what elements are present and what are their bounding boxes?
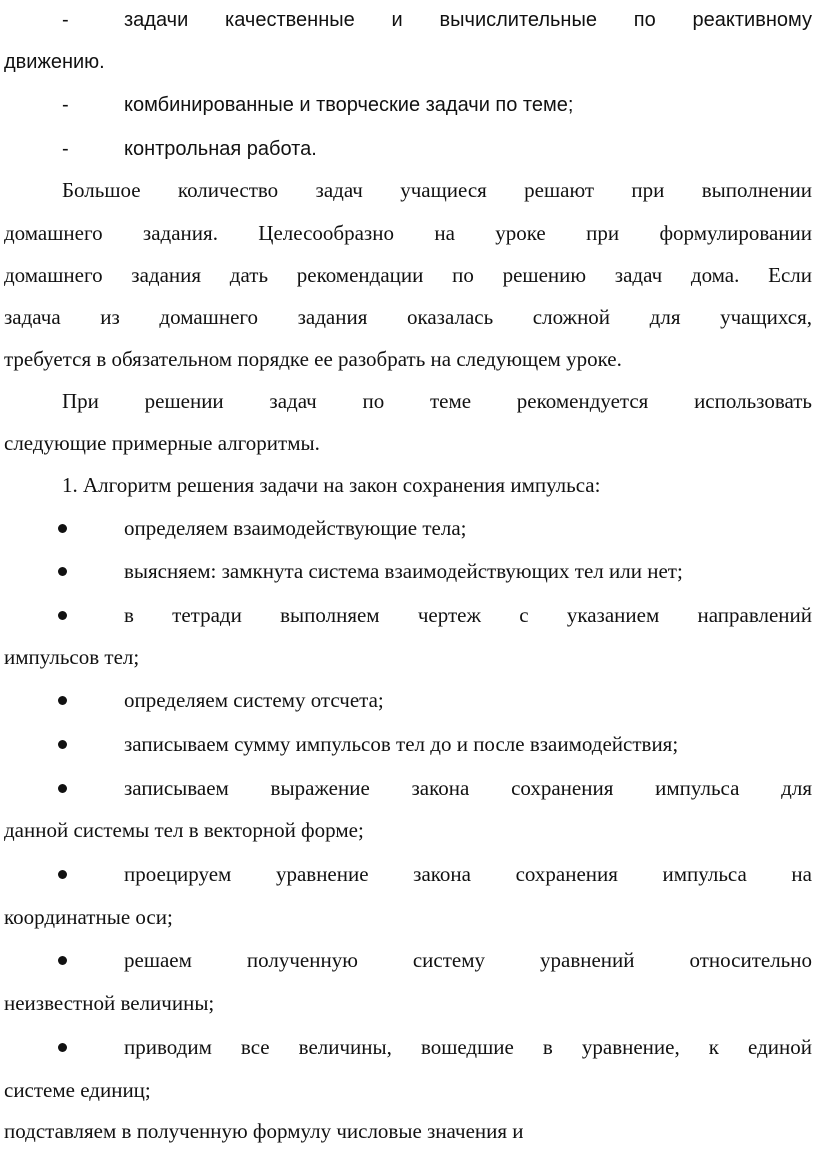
bullet-icon [58, 685, 72, 715]
bullet-icon [58, 945, 72, 975]
algorithm-step-8-line-1: решаем полученную систему уравнений относительно [124, 948, 812, 972]
algorithm-step-6-line-2: данной системы тел в векторной форме; [4, 818, 364, 842]
paragraph-1-line-3: домашнего задания дать рекомендации по решению задач дома. Если [4, 263, 812, 287]
task-item-1-line-1: задачи качественные и вычислительные по реактивному [124, 9, 812, 31]
paragraph-2-line-1: При решении задач по теме рекомендуется использовать [62, 389, 812, 413]
task-item-2: комбинированные и творческие задачи по теме; [124, 94, 574, 116]
bullet-icon [58, 1032, 72, 1062]
algorithm-step-7-line-2: координатные оси; [4, 905, 173, 929]
algorithm-step-9-line-2: системе единиц; [4, 1078, 151, 1102]
paragraph-1-line-5: требуется в обязательном порядке ее разобрать на следующем уроке. [4, 347, 622, 371]
paragraph-1-line-1: Большое количество задач учащиеся решают при выполнении [62, 178, 812, 202]
paragraph-2-line-2: следующие примерные алгоритмы. [4, 431, 320, 455]
algorithm-step-8-line-2: неизвестной величины; [4, 991, 215, 1015]
bullet-icon [58, 729, 72, 759]
dash-marker: - [62, 94, 69, 116]
paragraph-1-line-4: задача из домашнего задания оказалась сложной для учащихся, [4, 305, 812, 329]
bullet-icon [58, 513, 72, 543]
algorithm-step-6-line-1: записываем выражение закона сохранения импульса для [124, 776, 812, 800]
final-line: подставляем в полученную формулу числовые значения и [4, 1119, 524, 1143]
bullet-icon [58, 556, 72, 586]
algorithm-step-7-line-1: проецируем уравнение закона сохранения импульса на [124, 862, 812, 886]
task-item-1-line-2: движению. [4, 51, 105, 73]
paragraph-1-line-2: домашнего задания. Целесообразно на уроке при формулировании [4, 221, 812, 245]
algorithm-step-3-line-2: импульсов тел; [4, 645, 140, 669]
bullet-icon [58, 859, 72, 889]
algorithm-step-3-line-1: в тетради выполняем чертеж с указанием направлений [124, 603, 812, 627]
bullet-icon [58, 773, 72, 803]
dash-marker: - [62, 138, 69, 160]
algorithm-step-5: записываем сумму импульсов тел до и после взаимодействия; [124, 732, 679, 756]
algorithm-step-9-line-1: приводим все величины, вошедшие в уравнение, к единой [124, 1035, 812, 1059]
algorithm-step-4: определяем систему отсчета; [124, 688, 384, 712]
task-item-3: контрольная работа. [124, 138, 317, 160]
algorithm-step-2: выясняем: замкнута система взаимодействующих тел или нет; [124, 559, 683, 583]
bullet-icon [58, 600, 72, 630]
algorithm-step-1: определяем взаимодействующие тела; [124, 516, 467, 540]
dash-marker: - [62, 9, 69, 31]
algorithm-title: 1. Алгоритм решения задачи на закон сохранения импульса: [62, 473, 601, 497]
